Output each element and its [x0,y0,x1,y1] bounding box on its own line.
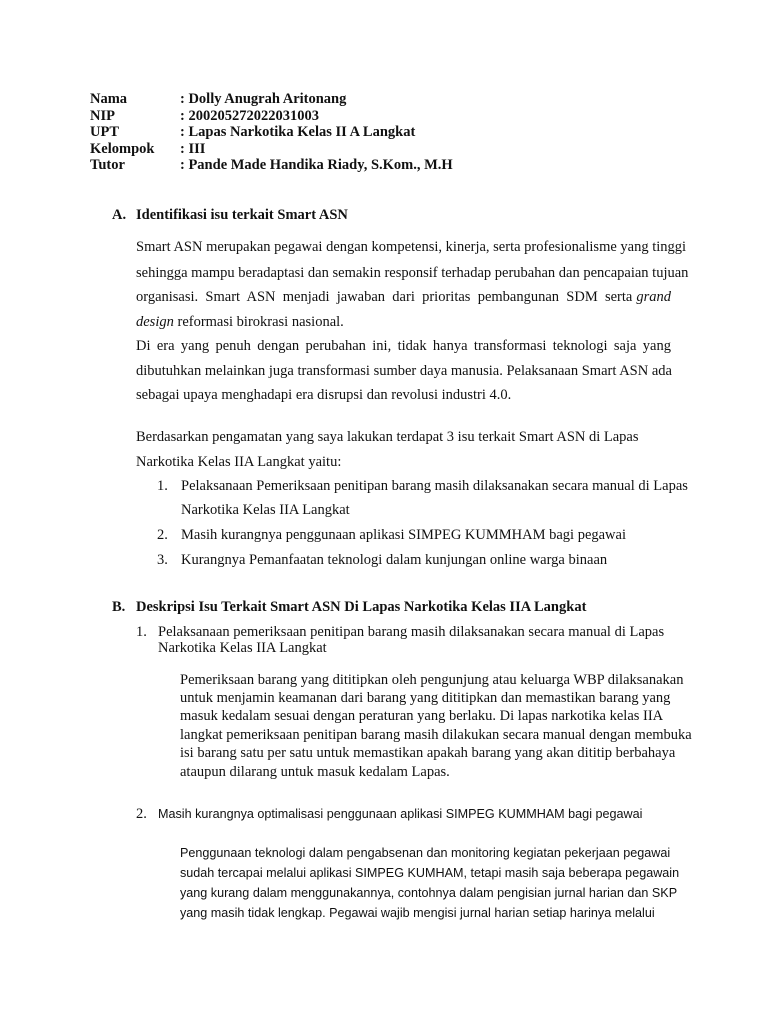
paragraph-line: dibutuhkan melainkan juga transformasi sumber daya manusia. Pelaksanaan Smart ASN ada [136,363,672,379]
body-line: yang kurang dalam menggunakannya, contohnya dalam pengisian jurnal harian dan SKP [180,886,678,900]
list-number: 2. [157,527,168,543]
italic-term: design [136,314,174,330]
section-letter: A. [112,207,127,223]
list-number: 1. [136,624,147,640]
identity-label: Tutor [90,157,125,174]
list-number: 2. [136,806,147,822]
paragraph-line: sehingga mampu beradaptasi dan semakin responsif terhadap perubahan dan pencapaian tujuan [136,265,689,281]
identity-row-upt [90,124,453,141]
identity-row-tutor [90,157,453,174]
section-a-heading [112,207,348,224]
list-item: Narkotika Kelas IIA Langkat [181,502,350,518]
section-letter: B. [112,599,126,615]
paragraph-text: organisasi. Smart ASN menjadi jawaban dari prioritas pembangunan SDM serta [136,289,633,305]
section-title: Identifikasi isu terkait Smart ASN [136,207,348,223]
identity-label: NIP [90,107,115,124]
identity-value: : Dolly Anugrah Aritonang [180,91,347,107]
identity-value: : Lapas Narkotika Kelas II A Langkat [180,124,416,141]
paragraph-line: Narkotika Kelas IIA Langkat yaitu: [136,454,342,470]
identity-label: Kelompok [90,140,155,157]
identity-block [90,91,453,174]
body-line: isi barang satu per satu untuk memastikan apakah barang yang akan dititip berbahaya [180,745,676,761]
paragraph-text: reformasi birokrasi nasional. [173,314,344,330]
item-title: Pelaksanaan pemeriksaan penitipan barang masih dilaksanakan secara manual di Lapas [158,624,665,640]
paragraph-line [136,289,671,306]
body-line: ataupun dilarang untuk masuk kedalam Lapas. [180,764,450,780]
list-item: Pelaksanaan Pemeriksaan penitipan barang masih dilaksanakan secara manual di Lapas [181,478,688,494]
item-title: Narkotika Kelas IIA Langkat [158,640,327,656]
identity-value: : III [180,140,206,157]
identity-value: : 200205272022031003 [180,107,319,124]
italic-term: grand [636,289,671,305]
paragraph-line: sebagai upaya menghadapi era disrupsi dan revolusi industri 4.0. [136,387,512,403]
body-line: yang masih tidak lengkap. Pegawai wajib mengisi jurnal harian setiap harinya melalui [180,906,655,920]
identity-row-name [90,91,453,108]
list-number: 3. [157,552,168,568]
body-line: Pemeriksaan barang yang dititipkan oleh pengunjung atau keluarga WBP dilaksanakan [180,672,684,688]
identity-label: Nama [90,91,128,107]
paragraph-line: Smart ASN merupakan pegawai dengan kompetensi, kinerja, serta profesionalisme yang tinggi [136,239,687,255]
identity-value: : Pande Made Handika Riady, S.Kom., M.H [180,157,453,174]
section-b-heading [112,599,586,616]
list-number: 1. [157,478,168,494]
body-line: sudah tercapai melalui aplikasi SIMPEG KUMHAM, tetapi masih saja beberapa pegawain [180,866,680,880]
section-title: Deskripsi Isu Terkait Smart ASN Di Lapas Narkotika Kelas IIA Langkat [136,599,587,615]
paragraph-line [136,314,344,331]
paragraph-line: Berdasarkan pengamatan yang saya lakukan terdapat 3 isu terkait Smart ASN di Lapas [136,429,639,445]
body-line: Penggunaan teknologi dalam pengabsenan dan monitoring kegiatan pekerjaan pegawai [180,846,671,860]
identity-label: UPT [90,124,119,141]
paragraph-line: Di era yang penuh dengan perubahan ini, tidak hanya transformasi teknologi saja yang [136,338,671,354]
list-item: Kurangnya Pemanfaatan teknologi dalam kunjungan online warga binaan [181,552,608,568]
identity-row-nip [90,108,453,125]
identity-row-kelompok [90,141,453,158]
list-item: Masih kurangnya penggunaan aplikasi SIMPEG KUMMHAM bagi pegawai [181,527,626,543]
item-title: Masih kurangnya optimalisasi penggunaan aplikasi SIMPEG KUMMHAM bagi pegawai [158,807,643,821]
body-line: langkat pemeriksaan penitipan barang masih dilakukan secara manual dengan membuka [180,727,692,743]
body-line: untuk menjamin keamanan dari barang yang dititipkan dan memastikan barang yang [180,690,671,706]
body-line: masuk kedalam sesuai dengan peraturan yang berlaku. Di lapas narkotika kelas IIA [180,708,664,724]
